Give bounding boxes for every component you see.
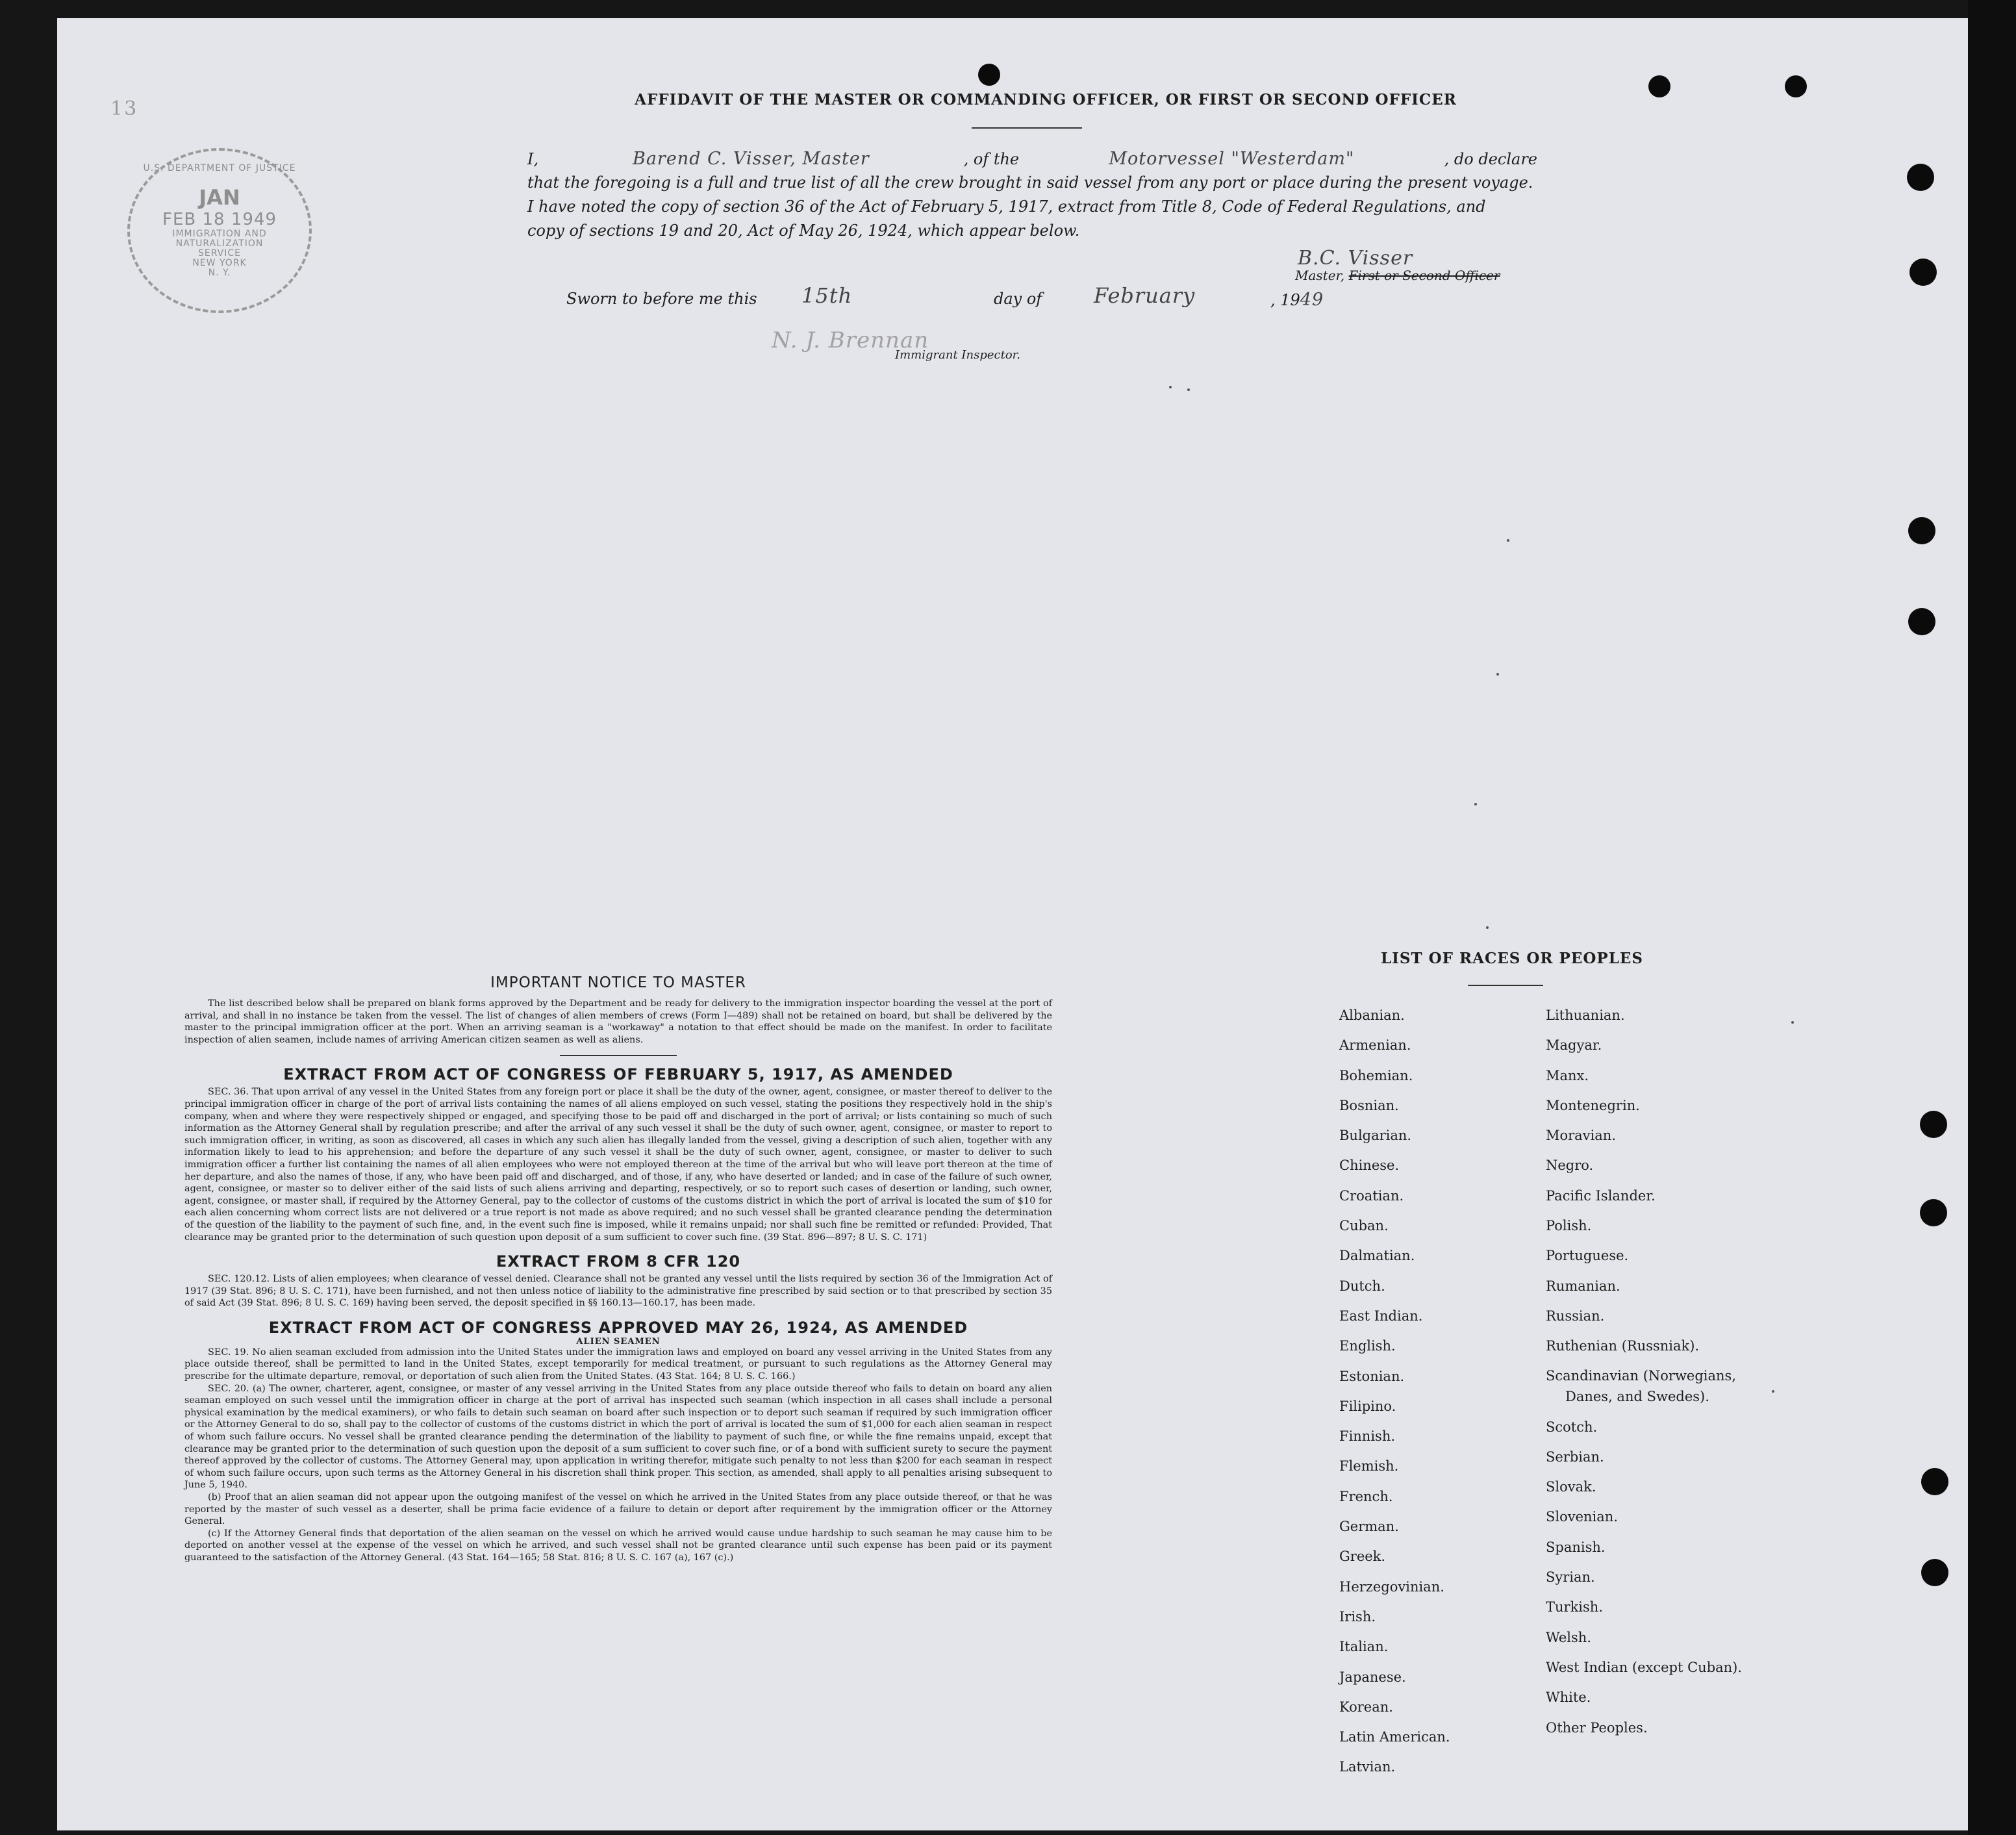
- races-underline: [1468, 985, 1543, 986]
- race-item: Lithuanian.: [1546, 1007, 1625, 1023]
- affidavit-line-2: that the foregoing is a full and true list of all the crew brought in said vessel from any port or place during the present voyage.: [527, 173, 1533, 192]
- race-item: Bulgarian.: [1339, 1128, 1412, 1144]
- signer-title: [1295, 268, 1500, 283]
- affidavit-of-the: , of the: [963, 150, 1020, 168]
- race-item: French.: [1339, 1488, 1393, 1504]
- stamp-month: JAN: [199, 185, 240, 210]
- affidavit-line-4: copy of sections 19 and 20, Act of May 26, 1924, which appear below.: [527, 221, 1080, 240]
- race-item: West Indian (except Cuban).: [1546, 1659, 1743, 1675]
- race-item: Other Peoples.: [1546, 1719, 1648, 1736]
- affidavit-declare: , do declare: [1444, 150, 1538, 168]
- vessel-name-handwritten: Motorvessel "Westerdam": [1109, 149, 1355, 169]
- race-item: Finnish.: [1339, 1428, 1396, 1445]
- race-item: Bosnian.: [1339, 1097, 1399, 1113]
- stamp-line3: SERVICE: [197, 248, 242, 259]
- speck: [1772, 1390, 1774, 1393]
- extract-1917-title: EXTRACT FROM ACT OF CONGRESS OF FEBRUARY 5, 1917, AS AMENDED: [283, 1065, 953, 1084]
- scan-border: [1968, 0, 2016, 1835]
- race-item: Albanian.: [1339, 1007, 1405, 1023]
- master-signature: B.C. Visser: [1298, 247, 1413, 270]
- race-item: Bohemian.: [1339, 1067, 1413, 1083]
- stamp-date: FEB 18 1949: [162, 210, 277, 229]
- affidavit-line-3: I have noted the copy of section 36 of the Act of February 5, 1917, extract from Title 8, Code of Federal Regulations, and: [527, 197, 1486, 216]
- signer-title-struck: First or Second Officer: [1348, 268, 1500, 283]
- title-underline: [972, 127, 1082, 129]
- notice-divider: [560, 1055, 677, 1056]
- race-item: Slovenian.: [1546, 1509, 1618, 1525]
- punch-hole: [1908, 608, 1935, 635]
- extract-cfr-text: SEC. 120.12. Lists of alien employees; when clearance of vessel denied. Clearance shall not be granted any vessel until the lists required by section 36 of the Immigration Act of 1917 (39 Stat. 896; 8 U. S. C. 171), have been furnished, and not then unless notice of liability to the administrative fine prescribed by said section or to that prescribed by section 35 of said Act (39 Stat. 896; 8 U. S. C. 169) having been served, the deposit specified in §§ 160.13—160.17, has been made.: [184, 1274, 1052, 1309]
- punch-hole: [1909, 259, 1937, 286]
- speck: [1507, 539, 1509, 542]
- race-item: Greek.: [1339, 1549, 1386, 1565]
- notice-block: [184, 974, 1052, 1564]
- races-title: LIST OF RACES OR PEOPLES: [1380, 950, 1644, 967]
- extract-1924-sec20b: (b) Proof that an alien seaman did not appear upon the outgoing manifest of the vessel on which he arrived in the United States from any place outside thereof, or that he was reported by the master of such vessel as a deserter, shall be prima facie evidence of a failure to detain or deport after requirement by the immigration officer or the Attorney General.: [184, 1492, 1052, 1527]
- notice-text: The list described below shall be prepared on blank forms approved by the Department and be ready for delivery to the immigration inspector boarding the vessel at the port of arrival, and shall in no instance be taken from the vessel. The list of changes of alien members of crews (Form I—489) shall not be retained on board, but shall be delivered by the master to the principal immigration officer at the port. When an arriving seaman is a "workaway" a notation to that effect should be made on the manifest. In order to facilitate inspection of alien seamen, include names of arriving American citizen seamen as well as aliens.: [184, 998, 1052, 1045]
- speck: [1486, 926, 1489, 929]
- race-item: Latvian.: [1339, 1759, 1396, 1775]
- punch-hole: [1648, 75, 1670, 97]
- race-item: Filipino.: [1339, 1398, 1396, 1414]
- stamp-line1: IMMIGRATION AND: [172, 229, 267, 239]
- stamp-top-text: U.S. DEPARTMENT OF JUSTICE: [143, 163, 296, 173]
- race-item: Scotch.: [1546, 1419, 1598, 1435]
- race-item: German.: [1339, 1519, 1399, 1535]
- race-item-scandinavian: [1546, 1361, 1742, 1412]
- race-item: Russian.: [1546, 1308, 1605, 1324]
- race-item: Ruthenian (Russniak).: [1546, 1338, 1700, 1354]
- stamp-line2: NATURALIZATION: [175, 238, 264, 249]
- race-item: Dalmatian.: [1339, 1248, 1415, 1264]
- day-of-text: day of: [994, 290, 1042, 308]
- sworn-month-handwritten: February: [1094, 283, 1196, 308]
- affidavit-body: [527, 147, 1537, 243]
- race-item: Pacific Islander.: [1546, 1187, 1656, 1204]
- races-column-1: [1339, 1000, 1450, 1782]
- race-item: Dutch.: [1339, 1278, 1385, 1294]
- race-item: Syrian.: [1546, 1569, 1595, 1586]
- race-item: Flemish.: [1339, 1458, 1399, 1474]
- extract-1924-subtitle: ALIEN SEAMEN: [576, 1336, 661, 1347]
- punch-hole: [1920, 1199, 1947, 1226]
- race-item: Polish.: [1546, 1218, 1592, 1234]
- race-item-continued: Danes, and Swedes).: [1565, 1388, 1709, 1404]
- extract-1924-title: EXTRACT FROM ACT OF CONGRESS APPROVED MAY 26, 1924, AS AMENDED: [268, 1318, 968, 1337]
- extract-1917-text: SEC. 36. That upon arrival of any vessel in the United States from any foreign port or place it shall be the duty of the owner, agent, consignee, or master thereof to deliver to the principal immigration officer in charge of the port of arrival lists containing the names of all aliens employed on such vessel, stating the positions they respectively hold in the ship's company, when and where they were respectively shipped or engaged, and specifying those to be paid off and discharged in the port of arrival; or lists containing so much of such information as the Attorney General shall by regulation prescribe; and after the arrival of any such vessel it shall be the duty of such owner, agent, consignee, or master to report to such immigration officer, in writing, as soon as discovered, all cases in which any such alien has illegally landed from the vessel, giving a description of such alien, together with any information likely to lead to his apprehension; and before the departure of any such vessel it shall be the duty of such owner, agent, consignee, or master to deliver to such immigration officer a further list containing the names of all alien employees who were not employed thereon at the time of the arrival but who will leave port thereon at the time of her departure, and also the names of those, if any, who have been paid off and discharged, and of those, if any, who have deserted or landed; and in case of the failure of such owner, agent, consignee, or master so to deliver either of the said lists of such aliens arriving and departing, respectively, or so to report such cases of desertion or landing, such owner, agent, consignee, or master shall, if required by the Attorney General, pay to the collector of customs of the customs district in which the port of arrival is located the sum of $10 for each alien concerning whom correct lists are not delivered or a true report is not made as above required; and no such vessel shall be granted clearance pending the determination of the question of the liability to the payment of such fine, and, in the event such fine is imposed, while it remains unpaid; nor shall such fine be remitted or refunded: Provided, That clearance may be granted prior to the determination of such question upon deposit of a sum sufficient to cover such fine. (39 Stat. 896—897; 8 U. S. C. 171): [184, 1087, 1052, 1243]
- speck: [1791, 1021, 1794, 1024]
- extract-1924-sec19: SEC. 19. No alien seaman excluded from admission into the United States under the immigration laws and employed on board any vessel arriving in the United States from any place outside thereof, shall be permitted to land in the United States, except temporarily for medical treatment, or pursuant to such regulations as the Attorney General may prescribe for the ultimate departure, removal, or deportation of such alien from the United States. (43 Stat. 164; 8 U. S. C. 166.): [184, 1347, 1052, 1382]
- punch-hole: [1920, 1111, 1947, 1138]
- stamp-line4: NEW YORK: [192, 258, 247, 268]
- race-item: English.: [1339, 1338, 1396, 1354]
- punch-hole: [1921, 1559, 1948, 1586]
- notice-title: IMPORTANT NOTICE TO MASTER: [490, 974, 746, 991]
- race-item: Moravian.: [1546, 1128, 1617, 1144]
- punch-hole: [1785, 75, 1807, 97]
- race-item: Portuguese.: [1546, 1248, 1629, 1264]
- race-item: Turkish.: [1546, 1599, 1603, 1615]
- race-item: Irish.: [1339, 1608, 1376, 1625]
- page-number: 13: [110, 97, 138, 120]
- speck: [1187, 388, 1190, 391]
- stamp-line5: N. Y.: [208, 268, 231, 278]
- signer-title-prefix: Master,: [1295, 268, 1345, 283]
- race-item: Montenegrin.: [1546, 1097, 1640, 1113]
- race-item: Scandinavian (Norwegians,: [1546, 1367, 1737, 1384]
- year-suffix-handwritten: 49: [1300, 290, 1324, 310]
- sworn-day-handwritten: 15th: [801, 283, 853, 308]
- race-item: Slovak.: [1546, 1479, 1596, 1495]
- document-page: [57, 18, 1968, 1830]
- extract-cfr-title: EXTRACT FROM 8 CFR 120: [496, 1252, 741, 1271]
- race-item: Cuban.: [1339, 1218, 1389, 1234]
- races-column-2: [1546, 1000, 1742, 1743]
- race-item: Rumanian.: [1546, 1278, 1620, 1294]
- race-item: Serbian.: [1546, 1449, 1604, 1465]
- speck: [1496, 673, 1499, 676]
- race-item: Magyar.: [1546, 1037, 1602, 1054]
- race-item: Croatian.: [1339, 1187, 1404, 1204]
- race-item: Chinese.: [1339, 1158, 1400, 1174]
- year-prefix: , 1949: [1270, 290, 1324, 310]
- race-item: Herzegovinian.: [1339, 1578, 1444, 1595]
- race-item: Latin American.: [1339, 1729, 1450, 1745]
- race-item: White.: [1546, 1689, 1591, 1706]
- extract-1924-sec20a: SEC. 20. (a) The owner, charterer, agent, consignee, or master of any vessel arriving in the United States from any place outside thereof who fails to detain on board any alien seaman employed on such vessel until the immigration officer in charge at the port of arrival has inspected such seaman (which inspection in all cases shall include a personal physical examination by the medical examiners), or who fails to detain such seaman on board after such inspection or to deport such seaman if required by such immigration officer or the Attorney General to do so, shall pay to the collector of customs of the customs district in which the port of arrival is located the sum of $1,000 for each alien seaman in respect of whom such failure occurs. No vessel shall be granted clearance pending the determination of the liability to payment of such fine, or while the fine remains unpaid, except that clearance may be granted prior to the determination of such question upon the deposit of a sum sufficient to cover such fine, or of a bond with sufficient surety to secure the payment thereof approved by the collector of customs. The Attorney General may, upon application in writing therefor, mitigate such penalty to not less than $200 for each seaman in respect of whom such failure occurs, upon such terms as the Attorney General in his discretion shall think proper. This section, as amended, shall apply to all penalties arising subsequent to June 5, 1940.: [184, 1383, 1052, 1491]
- punch-hole: [978, 64, 1000, 86]
- race-item: East Indian.: [1339, 1308, 1423, 1324]
- punch-hole: [1907, 164, 1934, 191]
- affidavit-title: AFFIDAVIT OF THE MASTER OR COMMANDING OFFICER, OR FIRST OR SECOND OFFICER: [635, 91, 1457, 108]
- race-item: Japanese.: [1339, 1669, 1406, 1685]
- race-item: Welsh.: [1546, 1629, 1591, 1645]
- master-name-handwritten: Barend C. Visser, Master: [632, 149, 870, 169]
- immigration-receipt-stamp: [127, 148, 312, 313]
- inspector-title: Immigrant Inspector.: [895, 348, 1021, 362]
- sworn-text: Sworn to before me this: [566, 290, 757, 308]
- race-item: Manx.: [1546, 1067, 1589, 1083]
- speck: [1474, 803, 1477, 805]
- race-item: Armenian.: [1339, 1037, 1411, 1054]
- inspector-signature: N. J. Brennan: [772, 327, 929, 353]
- affidavit-line-1: [527, 147, 1537, 171]
- punch-hole: [1921, 1468, 1948, 1495]
- race-item: Negro.: [1546, 1158, 1594, 1174]
- punch-hole: [1908, 517, 1935, 544]
- speck: [1169, 386, 1172, 388]
- race-item: Korean.: [1339, 1699, 1393, 1715]
- race-item: Spanish.: [1546, 1539, 1606, 1555]
- race-item: Italian.: [1339, 1639, 1389, 1655]
- race-item: Estonian.: [1339, 1368, 1405, 1384]
- affidavit-pre-name: I,: [527, 150, 539, 168]
- extract-1924-sec20c: (c) If the Attorney General finds that deportation of the alien seaman on the vessel on which he arrived would cause undue hardship to such seaman he may cause him to be deported on another vessel at the expense of the vessel on which he arrived, and such vessel shall not be granted clearance until such expense has been paid or its payment guaranteed to the satisfaction of the Attorney General. (43 Stat. 164—165; 58 Stat. 816; 8 U. S. C. 167 (a), 167 (c).): [184, 1528, 1052, 1563]
